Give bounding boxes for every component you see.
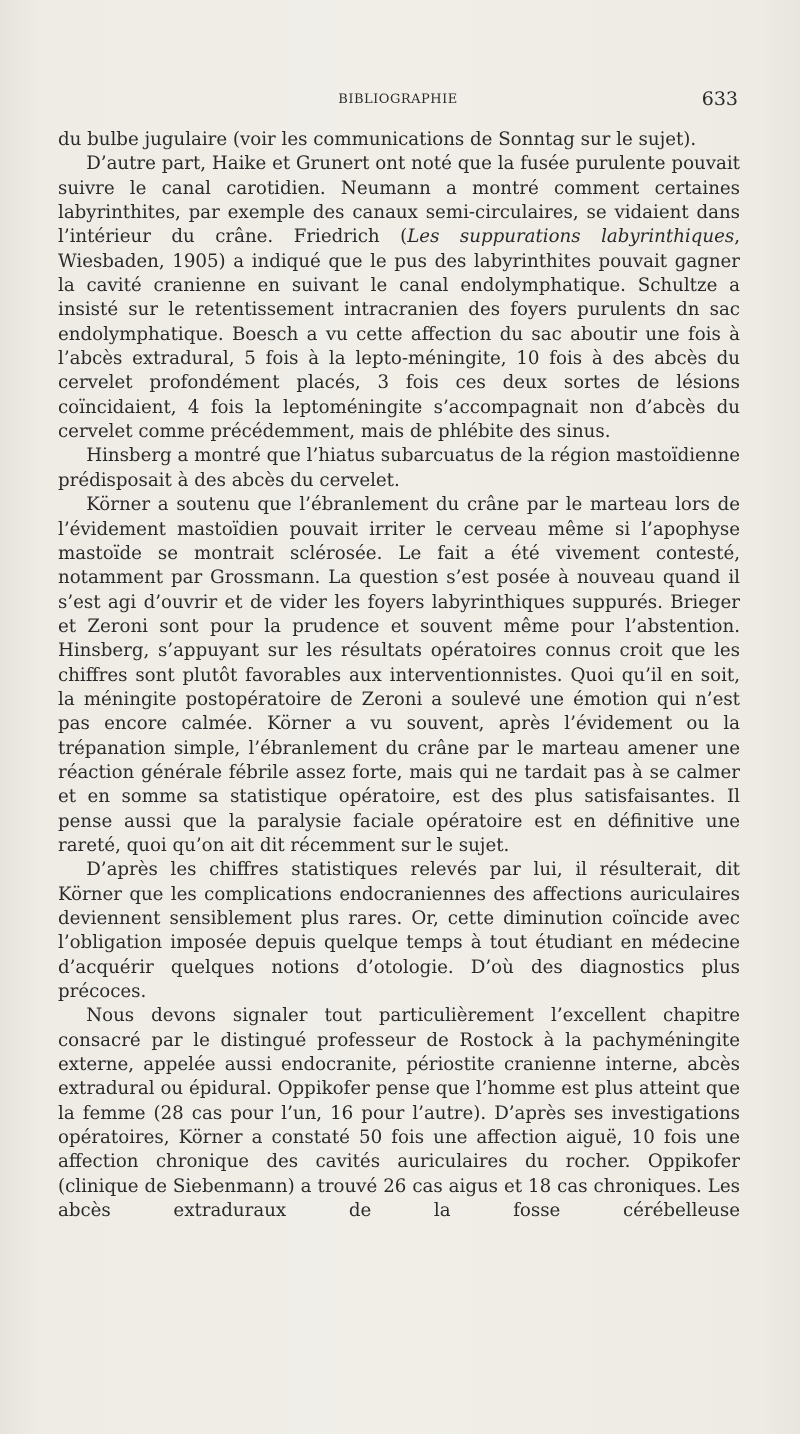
paragraph: D’après les chiffres statistiques relevés par lui, il résulterait, dit Körner que les complications endocraniennes des affections auriculaires deviennent sensiblement plus rares. Or, cette diminution coïncide avec l’obligation imposée depuis quelque temps à tout étudiant en médecine d’acquérir quelques notions d’otologie. D’où des diagnostics plus précoces. [58,859,740,1003]
paragraph: Körner a soutenu que l’ébranlement du crâne par le marteau lors de l’évidement mastoïdien pouvait irriter le cerveau même si l’apophyse mastoïde se montrait sclérosée. Le fait a été vivement contesté, notamment par Grossmann. La question s’est posée à nouveau quand il s’est agi d’ouvrir et de vider les foyers labyrinthiques suppurés. Brieger et Zeroni sont pour la prudence et souvent même pour l’abstention. Hinsberg, s’appuyant sur les résultats opératoires connus croit que les chiffres sont plutôt favorables aux interventionnistes. Quoi qu’il en soit, la méningite postopératoire de Zeroni a soulevé une émotion qui n’est pas encore calmée. Körner a vu souvent, après l’évidement ou la trépanation simple, l’ébranlement du crâne par le marteau amener une réaction générale fébrile assez forte, mais qui ne tardait pas à se calmer et en somme sa statistique opératoire, est des plus satisfaisantes. Il pense aussi que la paralysie faciale opératoire est en définitive une rareté, quoi qu’on ait dit récemment sur le sujet. [58,494,740,856]
paragraph: Hinsberg a montré que l’hiatus subarcuatus de la région mastoïdienne prédisposait à des abcès du cervelet. [58,445,740,491]
page-header [58,88,738,112]
page-number: 633 [701,88,738,110]
running-head: BIBLIOGRAPHIE [338,92,458,107]
paragraph: du bulbe jugulaire (voir les communications de Sonntag sur le sujet). [58,129,697,150]
paragraph: Nous devons signaler tout particulièrement l’excellent chapitre consacré par le distingué professeur de Rostock à la pachyméningite externe, appelée aussi endocranite, périostite cranienne interne, abcès extradural ou épidural. Oppikofer pense que l’homme est plus atteint que la femme (28 cas pour l’un, 16 pour l’autre). D’après ses investigations opératoires, Körner a constaté 50 fois une affection aiguë, 10 fois une affection chronique des cavités auriculaires du rocher. Oppikofer (clinique de Siebenmann) a trouvé 26 cas aigus et 18 cas chroniques. Les abcès extraduraux de la fosse cérébelleuse [58,1005,740,1222]
paragraph: D’autre part, Haike et Grunert ont noté que la fusée purulente pouvait suivre le canal carotidien. Neumann a montré comment certaines labyrinthites, par exemple des canaux semi-circulaires, se vidaient dans l’intérieur du crâne. Friedrich (Les suppurations labyrinthiques, Wiesbaden, 1905) a indiqué que le pus des labyrinthites pouvait gagner la cavité cranienne en suivant le canal endolymphatique. Schultze a insisté sur le retentissement intracranien des foyers purulents dn sac endolymphatique. Boesch a vu cette affection du sac aboutir une fois à l’abcès extradural, 5 fois à la lepto-méningite, 10 fois à des abcès du cervelet profondément placés, 3 fois ces deux sortes de lésions coïncidaient, 4 fois la leptoméningite s’accompagnait non d’abcès du cervelet comme précédemment, mais de phlébite des sinus. [58,153,740,443]
body-text [58,128,740,1223]
